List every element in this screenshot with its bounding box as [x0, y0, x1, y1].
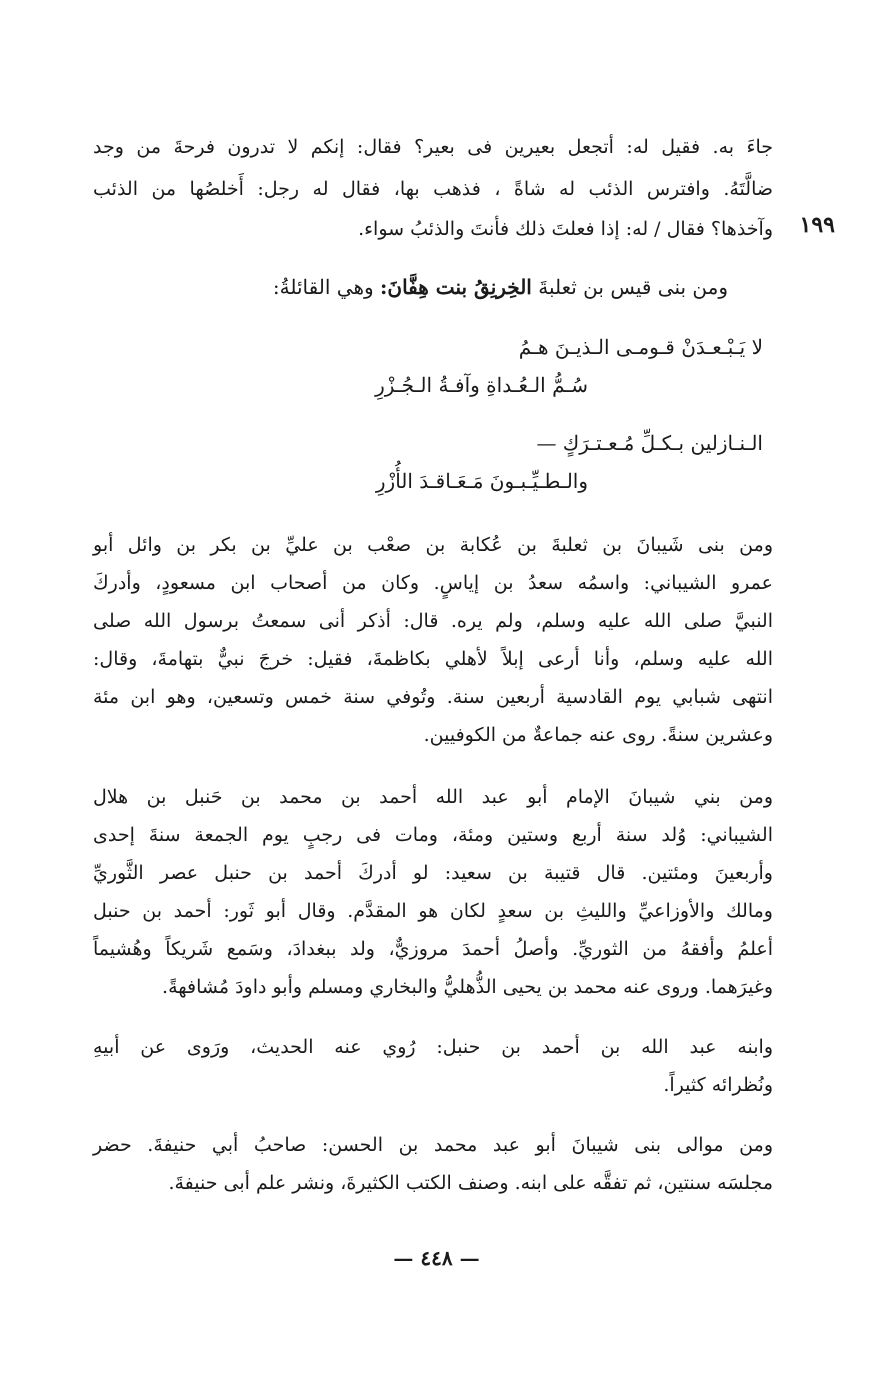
verse-hemistich: لا يَـبْـعـدَنْ قـومـى الـذيـنَ هـمُ [518, 335, 763, 359]
text-line: جاءَ به. فقيل له: أتجعل بعيرين فى بعير؟ فقال: إنكم لا تدرون فرحةَ من وجد [93, 136, 773, 158]
text-line: وعشرين سنةً. روى عنه جماعةٌ من الكوفيين. [423, 724, 773, 746]
text-line: ومن بنى شَيبانَ بن ثعلبةَ بن عُكابة بن صعْب بن عليِّ بن بكر بن وائل أبو [93, 534, 774, 556]
verse-hemistich: والـطـيِّـبـونَ مَـعَـاقـدَ الأُزْرِ [375, 469, 588, 493]
text-line: الله عليه وسلم، وأنا أرعى إبلاً لأهلي بكاظمةَ، فقيل: خرجَ نبيٌّ بتهامةَ، وقال: [93, 648, 773, 670]
heading-prefix: ومن بنى قيس بن ثعلبةَ [538, 275, 728, 299]
text-line: ومالك والأوزاعيِّ والليثِ بن سعدٍ لكان هو المقدَّم. وقال أبو ثَور: أحمد بن حنبل [93, 900, 773, 922]
heading-name: الخِرنِقُ بنت هِفَّانَ: [380, 275, 532, 299]
section-heading [273, 270, 728, 304]
text-line: وغيرَهما. وروى عنه محمد بن يحيى الذُّهليُّ والبخاري ومسلم وأبو داودَ مُشافهةً. [162, 976, 773, 998]
text-line: مجلسَه سنتين، ثم تفقَّه على ابنه. وصنف الكتب الكثيرةَ، ونشر علم أبى حنيفةَ. [168, 1172, 773, 1194]
verse-hemistich: سُـمُّ الـعُـداةِ وآفـةُ الـجُـزْرِ [375, 373, 588, 397]
text-line: عمرو الشيباني: واسمُه سعدُ بن إياسٍ. وكان من أصحاب ابن مسعودٍ، وأدركَ [93, 572, 773, 594]
heading-suffix: وهي القائلةُ: [272, 275, 374, 299]
text-line: وأربعينَ ومئتين. قال قتيبة بن سعيد: لو أدركَ أحمد بن حنبل عصر الثَّوريِّ [93, 862, 773, 884]
margin-page-marker: ١٩٩ [799, 212, 835, 238]
text-line: الشيباني: وُلد سنة أربع وستين ومئة، ومات فى رجبٍ يوم الجمعة سنةَ إحدى [93, 824, 773, 846]
text-line: انتهى شبابي يوم القادسية أربعين سنة. وتُوفي سنة خمس وتسعين، وهو ابن مئة [93, 686, 773, 708]
text-line: ونُظرائه كثيراً. [663, 1074, 773, 1096]
text-line: ومن موالى بنى شيبانَ أبو عبد محمد بن الحسن: صاحبُ أبي حنيفةَ. حضر [93, 1134, 773, 1156]
verse-hemistich: الـنـازلين بـكـلِّ مُـعـتـرَكٍ — [536, 431, 763, 455]
text-line: أعلمُ وأفقهُ من الثوريِّ. وأصلُ أحمدَ مروزيٌّ، ولد ببغدادَ، وسَمع شَريكاً وهُشيماً [93, 938, 773, 960]
page-number: — ٤٤٨ — [393, 1246, 480, 1270]
text-line: النبيَّ صلى الله عليه وسلم، ولم يره. قال: أذكر أنى سمعتُ برسول الله صلى [93, 610, 773, 632]
text-line: وآخذها؟ فقال / له: إذا فعلتَ ذلك فأنتَ والذئبُ سواء. [358, 218, 773, 240]
text-line: ومن بني شيبانَ الإمام أبو عبد الله أحمد بن محمد بن حَنبل بن هلال [93, 786, 773, 808]
text-line: وابنه عبد الله بن أحمد بن حنبل: رُوي عنه الحديث، ورَوى عن أبيهِ [93, 1036, 773, 1058]
text-line: ضالَّتَهُ. وافترس الذئب له شاةً ، فذهب بها، فقال له رجل: أَخلصُها من الذئب [93, 178, 773, 200]
